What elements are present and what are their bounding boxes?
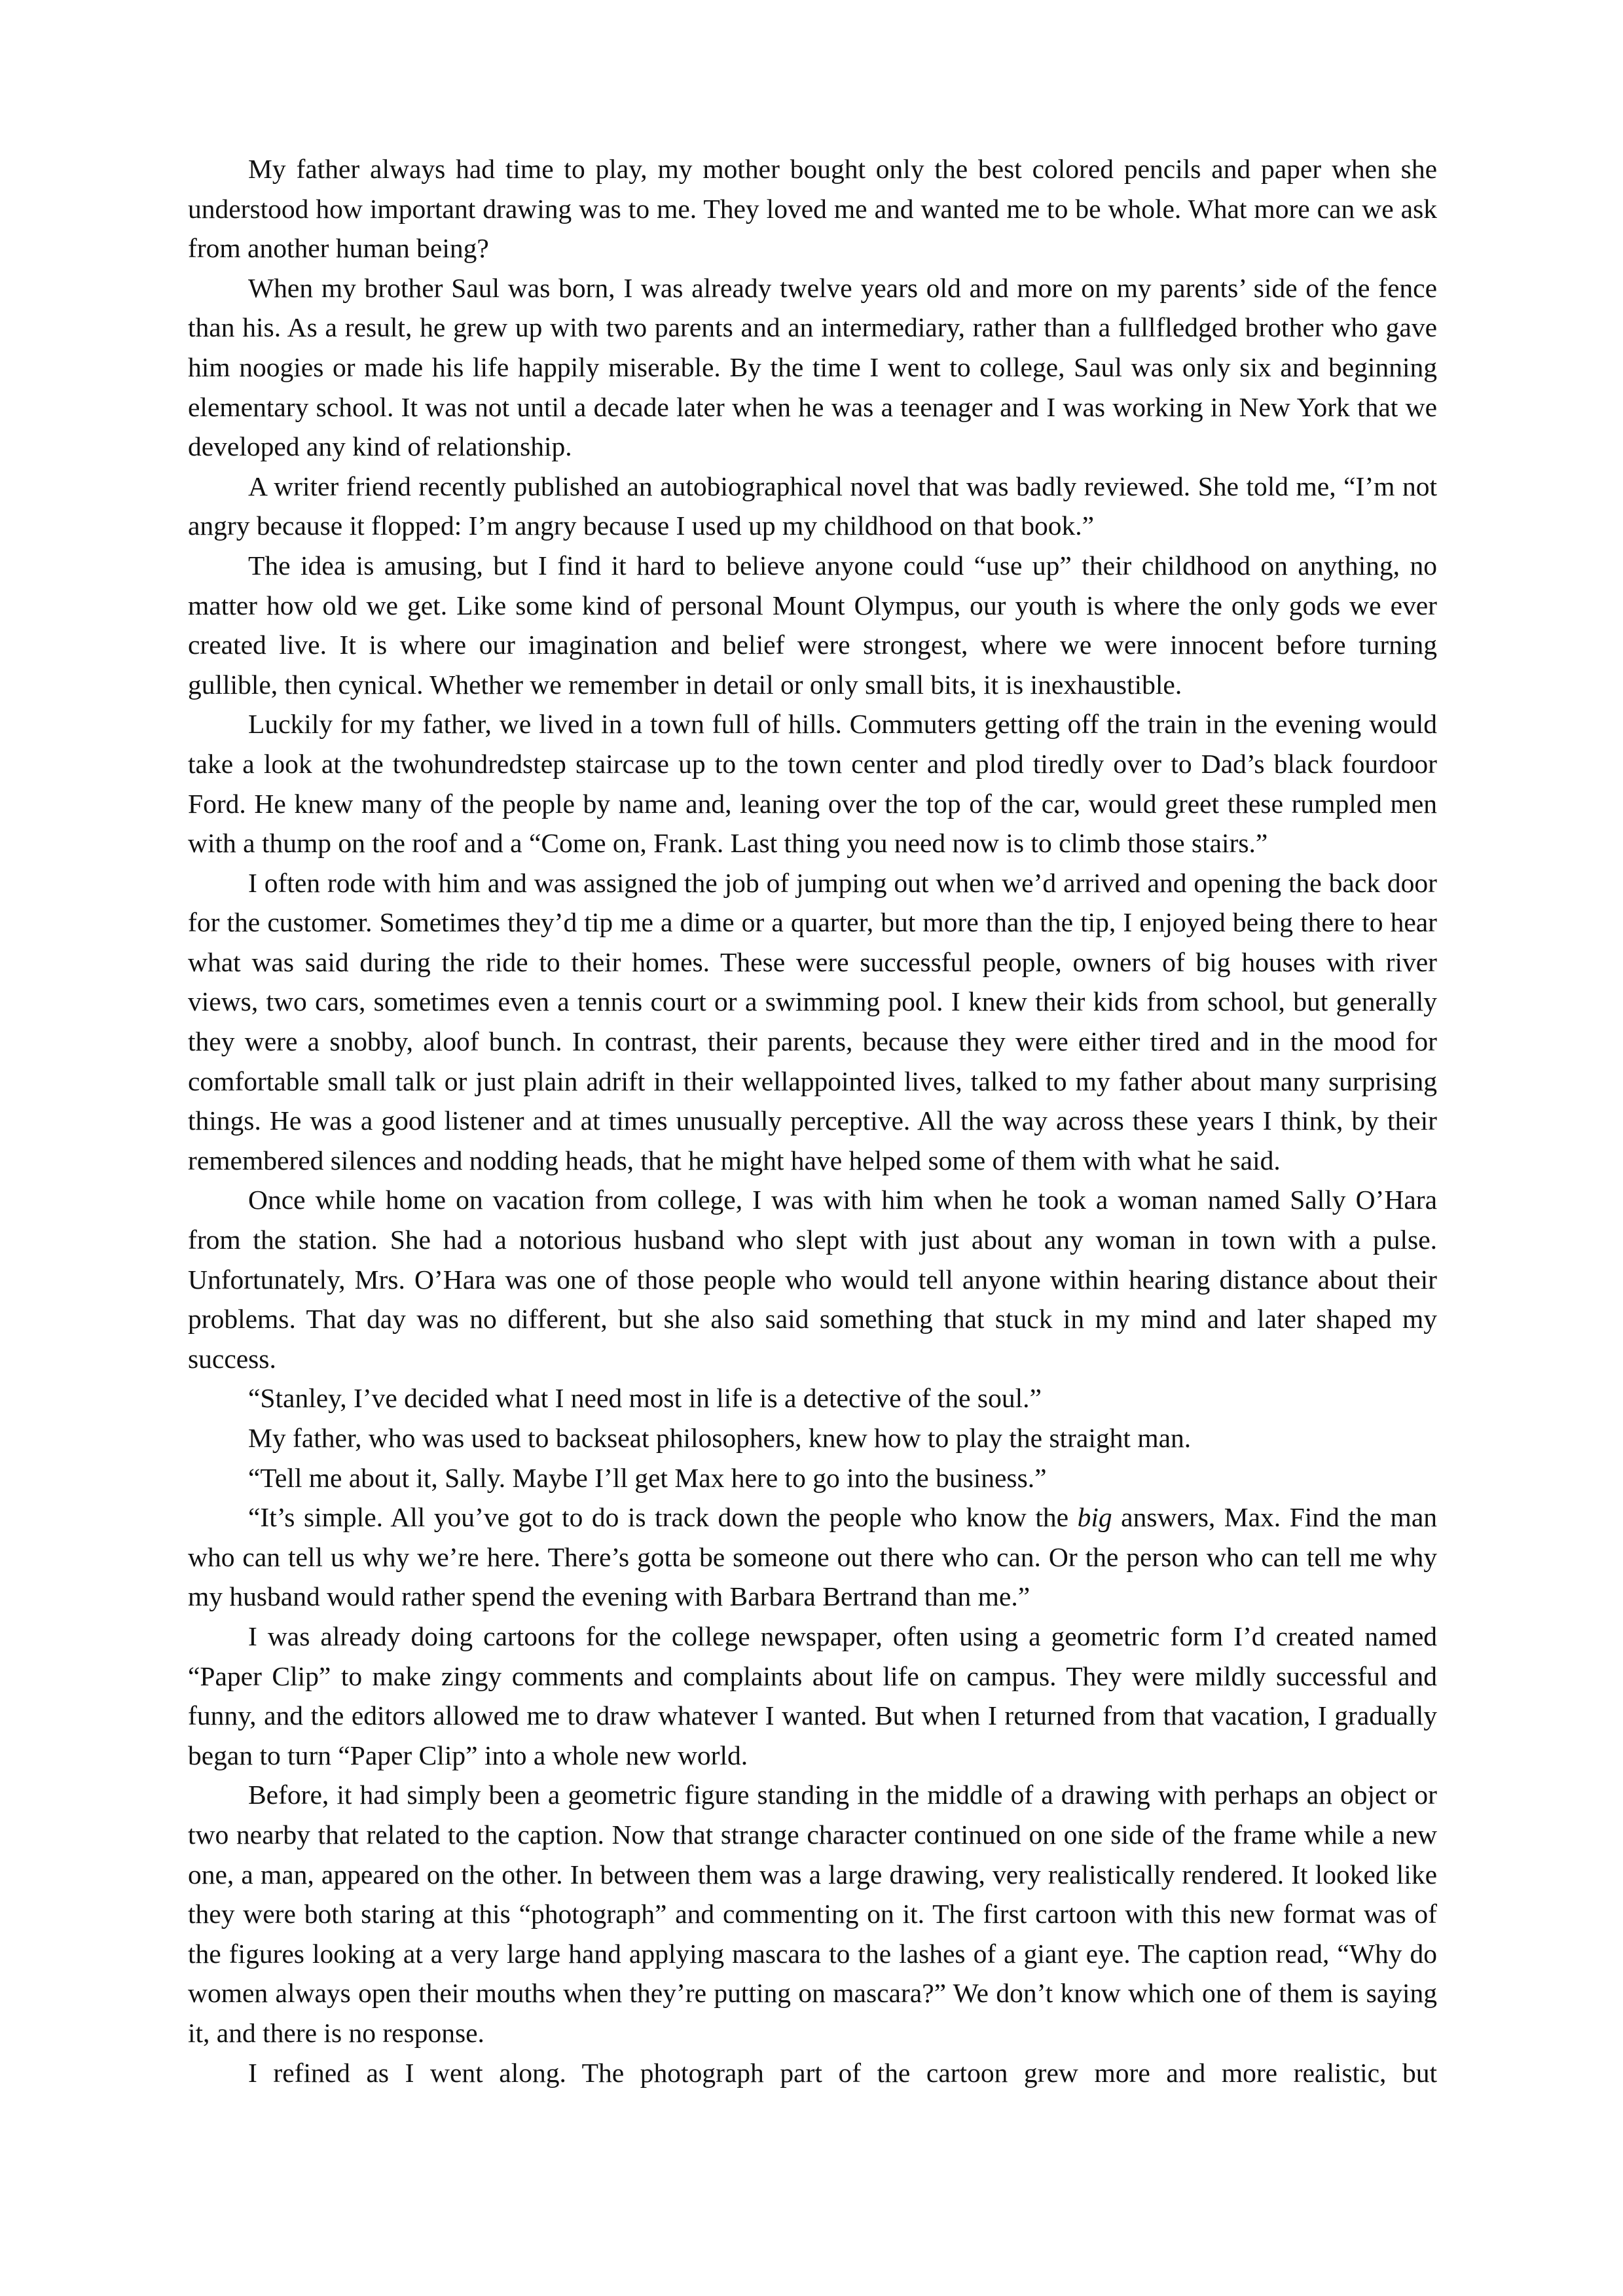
paragraph-sally-quote bbox=[188, 1498, 1437, 1617]
paragraph-1: My father always had time to play, my mother bought only the best colored pencils and paper when she understood how important drawing was to me. They loved me and wanted me to be whole. What more can we ask from another human being? bbox=[188, 154, 1437, 264]
quote-italic-word: big bbox=[1077, 1502, 1112, 1533]
paragraph-6: I often rode with him and was assigned the job of jumping out when we’d arrived and opening the back door for the customer. Sometimes they’d tip me a dime or a quarter, but more than the tip, I enjoyed being there to hear what was said during the ride to their homes. These were successful people, owners of big houses with river views, two cars, sometimes even a tennis court or a swimming pool. I knew their kids from school, but generally they were a snobby, aloof bunch. In contrast, their parents, because they were either tired and in the mood for comfortable small talk or just plain adrift in their wellappointed lives, talked to my father about many surprising things. He was a good listener and at times unusually perceptive. All the way across these years I think, by their remembered silences and nodding heads, that he might have helped some of them with what he said. bbox=[188, 867, 1437, 1175]
paragraph-5: Luckily for my father, we lived in a town full of hills. Commuters getting off the train in the evening would take a look at the twohundredstep staircase up to the town center and plod tiredly over to Dad’s black fourdoor Ford. He knew many of the people by name and, leaning over the top of the car, would greet these rumpled men with a thump on the roof and a “Come on, Frank. Last thing you need now is to climb those stairs.” bbox=[188, 709, 1437, 859]
paragraph-13: Before, it had simply been a geometric figure standing in the middle of a drawing with perhaps an object or two nearby that related to the caption. Now that strange character continued on one side of the frame while a new one, a man, appeared on the other. In between them was a large drawing, very realistically rendered. It looked like they were both staring at this “photograph” and commenting on it. The first cartoon with this new format was of the figures looking at a very large hand applying mascara to the lashes of a giant eye. The caption read, “Why do women always open their mouths when they’re putting on mascara?” We don’t know which one of them is saying it, and there is no response. bbox=[188, 1780, 1437, 2048]
quote-text-before: “It’s simple. All you’ve got to do is track down the people who know the bbox=[248, 1502, 1078, 1533]
paragraph-7: Once while home on vacation from college, I was with him when he took a woman named Sally O’Hara from the station. She had a notorious husband who slept with just about any woman in town with a pulse. Unfortunately, Mrs. O’Hara was one of those people who would tell anyone within hearing distance about their problems. That day was no different, but she also said something that stuck in my mind and later shaped my success. bbox=[188, 1185, 1437, 1374]
paragraph-10: “Tell me about it, Sally. Maybe I’ll get Max here to go into the business.” bbox=[248, 1462, 1047, 1493]
paragraph-3: A writer friend recently published an autobiographical novel that was badly reviewed. She told me, “I’m not angry because it flopped: I’m angry because I used up my childhood on that book.” bbox=[188, 471, 1437, 541]
paragraph-14: I refined as I went along. The photograph part of the cartoon grew more and more realistic, but bbox=[248, 2057, 1437, 2088]
body-text bbox=[188, 149, 1437, 2092]
paragraph-4: The idea is amusing, but I find it hard to believe anyone could “use up” their childhood on anything, no matter how old we get. Like some kind of personal Mount Olympus, our youth is where the only gods we ever created live. It is where our imagination and belief were strongest, where we were innocent before turning gullible, then cynical. Whether we remember in detail or only small bits, it is inexhaustible. bbox=[188, 550, 1437, 700]
paragraph-12: I was already doing cartoons for the college newspaper, often using a geometric form I’d created named “Paper Clip” to make zingy comments and complaints about life on campus. They were mildly successful and funny, and the editors allowed me to draw whatever I wanted. But when I returned from that vacation, I gradually began to turn “Paper Clip” into a whole new world. bbox=[188, 1621, 1437, 1770]
quote-text-after: answers, Max. Find the man who can tell us why we’re here. There’s gotta be someone out there who can. Or the person who can tell me why my husband would rather spend the evening with Barbara Bertrand than me.” bbox=[188, 1502, 1437, 1612]
paragraph-2: When my brother Saul was born, I was already twelve years old and more on my parents’ side of the fence than his. As a result, he grew up with two parents and an intermediary, rather than a fullfledged brother who gave him noogies or made his life happily miserable. By the time I went to college, Saul was only six and beginning elementary school. It was not until a decade later when he was a teenager and I was working in New York that we developed any kind of relationship. bbox=[188, 272, 1437, 462]
paragraph-8: “Stanley, I’ve decided what I need most in life is a detective of the soul.” bbox=[248, 1383, 1042, 1414]
paragraph-9: My father, who was used to backseat philosophers, knew how to play the straight man. bbox=[248, 1423, 1192, 1453]
